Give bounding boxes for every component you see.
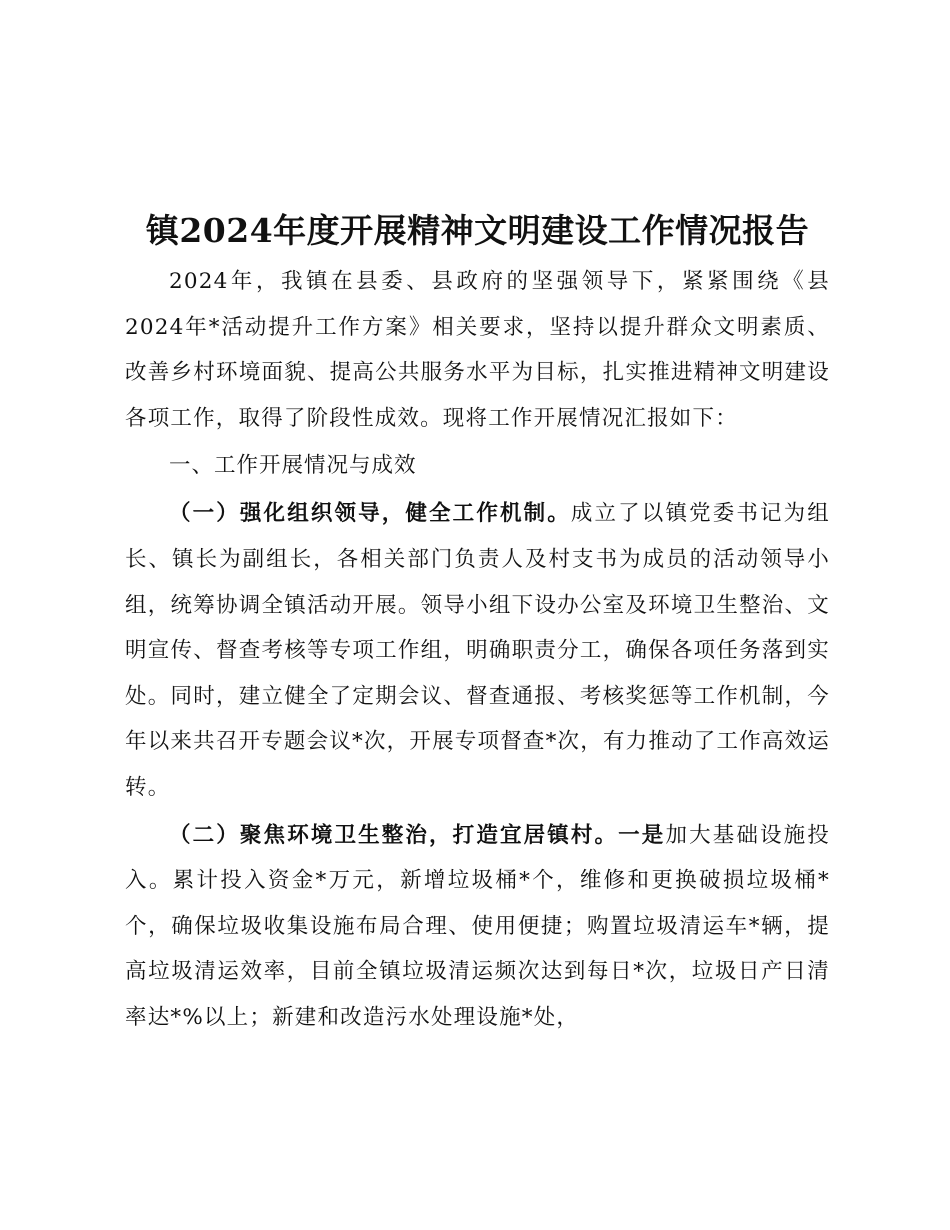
paragraph-sublead: 一是 — [618, 822, 666, 848]
paragraph-lead: （一）强化组织领导，健全工作机制。 — [169, 501, 571, 527]
paragraph-lead: （二）聚焦环境卫生整治，打造宜居镇村。 — [169, 822, 619, 848]
section-heading: 一、工作开展情况与成效 — [169, 453, 417, 479]
intro-paragraph: 2024年，我镇在县委、县政府的坚强领导下，紧紧围绕《县2024年*活动提升工作方案》相关要求，坚持以提升群众文明素质、改善乡村环境面貌、提高公共服务水平为目标，扎实推进精神文明建设各项工作，取得了阶段性成效。现将工作开展情况汇报如下： — [125, 269, 830, 431]
paragraph-environment — [125, 813, 830, 1041]
document-body — [125, 205, 830, 1041]
paragraph-organization — [125, 491, 830, 810]
paragraph-body: 成立了以镇党委书记为组长、镇长为副组长，各相关部门负责人及村支书为成员的活动领导小组，统筹协调全镇活动开展。领导小组下设办公室及环境卫生整治、文明宣传、督查考核等专项工作组，明确职责分工，确保各项任务落到实处。同时，建立健全了定期会议、督查通报、考核奖惩等工作机制，今年以来共召开专题会议*次，开展专项督查*次，有力推动了工作高效运转。 — [125, 501, 830, 800]
paragraph-body: 加大基础设施投入。累计投入资金*万元，新增垃圾桶*个，维修和更换破损垃圾桶*个，确保垃圾收集设施布局合理、使用便捷；购置垃圾清运车*辆，提高垃圾清运效率，目前全镇垃圾清运频次达到每日*次，垃圾日产日清率达*%以上；新建和改造污水处理设施*处， — [125, 822, 830, 1030]
document-title: 镇2024年度开展精神文明建设工作情况报告 — [145, 211, 810, 250]
